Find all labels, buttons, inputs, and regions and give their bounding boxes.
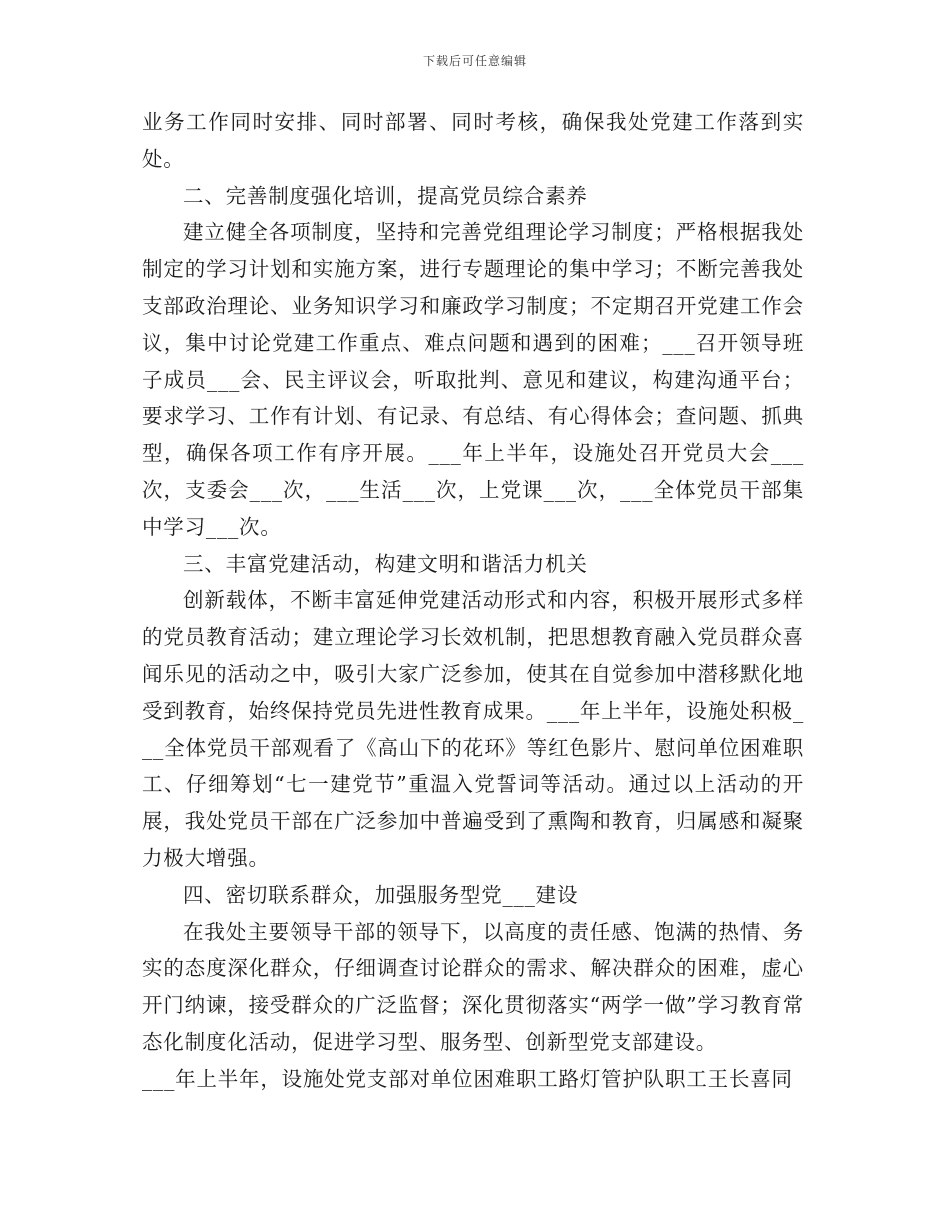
section-heading-3: 三、丰富党建活动，构建文明和谐活力机关 (183, 551, 588, 576)
paragraph-section-4: 在我处主要领导干部的领导下，以高度的责任感、饱满的热情、务实的态度深化群众，仔细调查讨论群众的需求、解决群众的困难，虚心开门纳谏，接受群众的广泛监督；深化贯彻落实“两学一做”学习教育常态化制度化活动，促进学习型、服务型、创新型党支部建设。 (142, 919, 804, 1054)
paragraph-section-3: 创新载体，不断丰富延伸党建活动形式和内容，积极开展形式多样的党员教育活动；建立理论学习长效机制，把思想教育融入党员群众喜闻乐见的活动之中，吸引大家广泛参加，使其在自觉参加中潜移默化地受到教育，始终保持党员先进性教育成果。___年上半年，设施处积极___全体党员干部观看了《高山下的花环》等红色影片、慰问单位困难职工、仔细筹划“七一建党节”重温入党誓词等活动。通过以上活动的开展，我处党员干部在广泛参加中普遍受到了熏陶和教育，归属感和凝聚力极大增强。 (142, 588, 804, 870)
page-header: 下载后可任意编辑 (422, 54, 527, 68)
section-heading-2: 二、完善制度强化培训，提高党员综合素养 (183, 183, 588, 208)
paragraph-section-2: 建立健全各项制度，坚持和完善党组理论学习制度；严格根据我处制定的学习计划和实施方案，进行专题理论的集中学习；不断完善我处支部政治理论、业务知识学习和廉政学习制度；不定期召开党建工作会议，集中讨论党建工作重点、难点问题和遇到的困难；___召开领导班子成员___会、民主评议会，听取批判、意见和建议，构建沟通平台；要求学习、工作有计划、有记录、有总结、有心得体会；查问题、抓典型，确保各项工作有序开展。___年上半年，设施处召开党员大会___次，支委会___次，___生活___次，上党课___次，___全体党员干部集中学习___次。 (142, 220, 804, 539)
document-body (142, 104, 804, 1098)
paragraph-trailing: ___年上半年，设施处党支部对单位困难职工路灯管护队职工王长喜同 (142, 1066, 793, 1091)
paragraph-continuation: 业务工作同时安排、同时部署、同时考核，确保我处党建工作落到实处。 (142, 110, 804, 171)
section-heading-4: 四、密切联系群众，加强服务型党___建设 (183, 882, 579, 907)
